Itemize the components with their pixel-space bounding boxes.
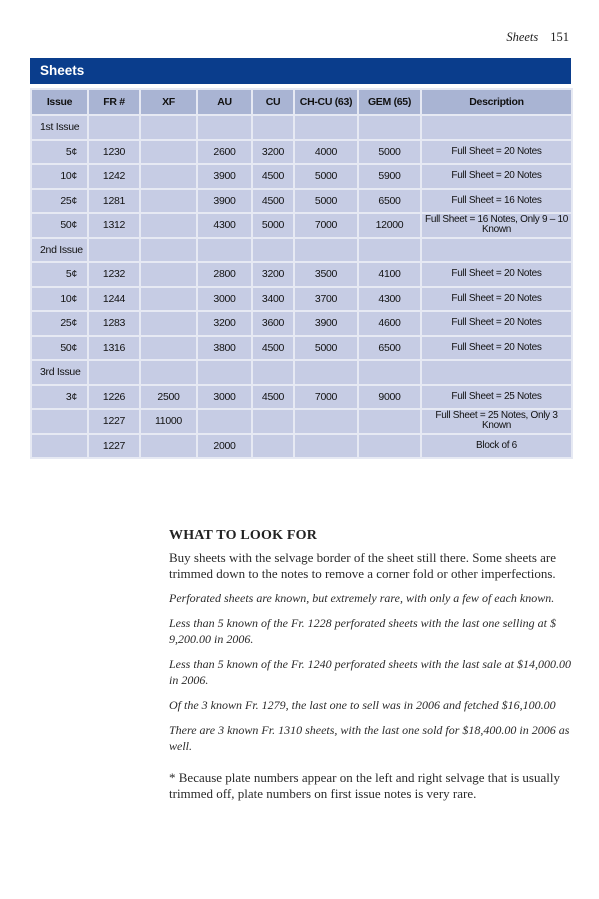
cell-au xyxy=(197,238,252,263)
cell-cu xyxy=(252,238,294,263)
cell-au xyxy=(197,115,252,140)
header-gem: GEM (65) xyxy=(358,89,421,115)
cell-gem: 12000 xyxy=(358,213,421,238)
cell-chcu xyxy=(294,115,358,140)
note-paragraph: Less than 5 known of the Fr. 1240 perforated sheets with the last sale at $14,000.00 in 2006. xyxy=(169,657,571,687)
cell-cu xyxy=(252,360,294,385)
cell-cu: 3200 xyxy=(252,262,294,287)
cell-cu: 4500 xyxy=(252,164,294,189)
running-head xyxy=(506,30,569,45)
cell-description: Full Sheet = 16 Notes xyxy=(421,189,572,214)
cell-au: 3900 xyxy=(197,189,252,214)
page-number: 151 xyxy=(550,30,569,44)
cell-cu: 3200 xyxy=(252,140,294,165)
cell-fr: 1312 xyxy=(88,213,140,238)
table-row xyxy=(31,140,572,165)
cell-chcu: 3900 xyxy=(294,311,358,336)
footnote: * Because plate numbers appear on the left and right selvage that is usually trimmed off, plate numbers on first issue notes is very rare. xyxy=(169,770,560,801)
cell-xf xyxy=(140,336,197,361)
cell-xf xyxy=(140,115,197,140)
table-row xyxy=(31,434,572,459)
cell-fr xyxy=(88,238,140,263)
cell-chcu: 5000 xyxy=(294,164,358,189)
note-paragraph: Perforated sheets are known, but extremely rare, with only a few of each known. xyxy=(169,591,555,605)
cell-fr: 1316 xyxy=(88,336,140,361)
cell-xf xyxy=(140,311,197,336)
cell-chcu xyxy=(294,238,358,263)
cell-cu: 3600 xyxy=(252,311,294,336)
cell-cu xyxy=(252,434,294,459)
cell-gem: 5900 xyxy=(358,164,421,189)
cell-description: Full Sheet = 25 Notes, Only 3 Known xyxy=(421,409,572,434)
cell-description: Full Sheet = 20 Notes xyxy=(421,164,572,189)
cell-fr xyxy=(88,115,140,140)
cell-au: 3900 xyxy=(197,164,252,189)
header-au: AU xyxy=(197,89,252,115)
cell-gem: 4600 xyxy=(358,311,421,336)
table-row xyxy=(31,164,572,189)
running-head-title: Sheets xyxy=(506,30,539,44)
cell-issue: 25¢ xyxy=(31,311,88,336)
cell-issue: 3rd Issue xyxy=(31,360,88,385)
cell-issue xyxy=(31,409,88,434)
header-chcu: CH-CU (63) xyxy=(294,89,358,115)
cell-fr: 1227 xyxy=(88,409,140,434)
cell-issue: 1st Issue xyxy=(31,115,88,140)
cell-description xyxy=(421,360,572,385)
cell-au xyxy=(197,360,252,385)
cell-xf xyxy=(140,262,197,287)
cell-xf xyxy=(140,434,197,459)
cell-description xyxy=(421,238,572,263)
cell-gem: 4100 xyxy=(358,262,421,287)
cell-chcu: 7000 xyxy=(294,213,358,238)
table-row xyxy=(31,409,572,434)
cell-description: Full Sheet = 20 Notes xyxy=(421,287,572,312)
sheets-price-table xyxy=(30,88,573,459)
cell-xf xyxy=(140,213,197,238)
cell-description xyxy=(421,115,572,140)
cell-gem xyxy=(358,360,421,385)
note-paragraph: Less than 5 known of the Fr. 1228 perforated sheets with the last one selling at $ 9,200.00 in 2006. xyxy=(169,616,556,646)
cell-chcu: 3700 xyxy=(294,287,358,312)
table-row xyxy=(31,262,572,287)
table-title-banner: Sheets xyxy=(30,58,571,84)
cell-au xyxy=(197,409,252,434)
cell-chcu xyxy=(294,360,358,385)
cell-xf xyxy=(140,238,197,263)
section-row xyxy=(31,238,572,263)
cell-cu xyxy=(252,115,294,140)
table-row xyxy=(31,385,572,410)
cell-xf xyxy=(140,287,197,312)
table-row xyxy=(31,189,572,214)
cell-au: 3000 xyxy=(197,287,252,312)
cell-cu: 3400 xyxy=(252,287,294,312)
cell-fr: 1283 xyxy=(88,311,140,336)
cell-cu: 4500 xyxy=(252,336,294,361)
cell-au: 2800 xyxy=(197,262,252,287)
intro-paragraph: Buy sheets with the selvage border of the sheet still there. Some sheets are trimmed down to the notes to remove a corner fold or other imperfections. xyxy=(169,550,557,581)
cell-issue: 50¢ xyxy=(31,336,88,361)
cell-xf: 2500 xyxy=(140,385,197,410)
table-row xyxy=(31,336,572,361)
header-cu: CU xyxy=(252,89,294,115)
cell-issue: 10¢ xyxy=(31,164,88,189)
cell-fr xyxy=(88,360,140,385)
cell-au: 2000 xyxy=(197,434,252,459)
cell-gem: 9000 xyxy=(358,385,421,410)
cell-fr: 1281 xyxy=(88,189,140,214)
section-row xyxy=(31,360,572,385)
table-header-row xyxy=(31,89,572,115)
cell-xf: 11000 xyxy=(140,409,197,434)
cell-au: 3800 xyxy=(197,336,252,361)
cell-issue: 25¢ xyxy=(31,189,88,214)
cell-xf xyxy=(140,140,197,165)
section-heading: WHAT TO LOOK FOR xyxy=(169,528,318,543)
cell-chcu xyxy=(294,434,358,459)
note-paragraph: There are 3 known Fr. 1310 sheets, with the last one sold for $18,400.00 in 2006 as well. xyxy=(169,723,570,753)
cell-description: Full Sheet = 20 Notes xyxy=(421,311,572,336)
cell-au: 3200 xyxy=(197,311,252,336)
cell-cu: 5000 xyxy=(252,213,294,238)
header-xf: XF xyxy=(140,89,197,115)
cell-xf xyxy=(140,164,197,189)
cell-cu xyxy=(252,409,294,434)
table-row xyxy=(31,311,572,336)
cell-cu: 4500 xyxy=(252,189,294,214)
cell-description: Full Sheet = 16 Notes, Only 9 – 10 Known xyxy=(421,213,572,238)
cell-description: Full Sheet = 20 Notes xyxy=(421,262,572,287)
header-description: Description xyxy=(421,89,572,115)
cell-fr: 1226 xyxy=(88,385,140,410)
cell-xf xyxy=(140,360,197,385)
cell-description: Full Sheet = 20 Notes xyxy=(421,140,572,165)
cell-chcu: 3500 xyxy=(294,262,358,287)
note-paragraph: Of the 3 known Fr. 1279, the last one to sell was in 2006 and fetched $16,100.00 xyxy=(169,698,556,712)
cell-fr: 1242 xyxy=(88,164,140,189)
cell-gem xyxy=(358,409,421,434)
cell-gem: 5000 xyxy=(358,140,421,165)
cell-chcu xyxy=(294,409,358,434)
cell-description: Full Sheet = 20 Notes xyxy=(421,336,572,361)
cell-issue: 5¢ xyxy=(31,140,88,165)
cell-gem xyxy=(358,238,421,263)
cell-chcu: 4000 xyxy=(294,140,358,165)
cell-fr: 1244 xyxy=(88,287,140,312)
cell-issue: 5¢ xyxy=(31,262,88,287)
header-issue: Issue xyxy=(31,89,88,115)
header-fr: FR # xyxy=(88,89,140,115)
table-body xyxy=(31,115,572,458)
article xyxy=(169,528,571,810)
cell-chcu: 5000 xyxy=(294,189,358,214)
cell-issue: 2nd Issue xyxy=(31,238,88,263)
cell-issue: 50¢ xyxy=(31,213,88,238)
cell-issue: 3¢ xyxy=(31,385,88,410)
cell-gem: 6500 xyxy=(358,189,421,214)
cell-fr: 1232 xyxy=(88,262,140,287)
cell-au: 3000 xyxy=(197,385,252,410)
cell-issue: 10¢ xyxy=(31,287,88,312)
cell-description: Full Sheet = 25 Notes xyxy=(421,385,572,410)
table-row xyxy=(31,213,572,238)
cell-xf xyxy=(140,189,197,214)
cell-description: Block of 6 xyxy=(421,434,572,459)
cell-gem: 6500 xyxy=(358,336,421,361)
cell-au: 2600 xyxy=(197,140,252,165)
cell-gem xyxy=(358,115,421,140)
cell-fr: 1230 xyxy=(88,140,140,165)
cell-gem: 4300 xyxy=(358,287,421,312)
section-row xyxy=(31,115,572,140)
table-row xyxy=(31,287,572,312)
cell-gem xyxy=(358,434,421,459)
cell-chcu: 5000 xyxy=(294,336,358,361)
cell-issue xyxy=(31,434,88,459)
cell-fr: 1227 xyxy=(88,434,140,459)
cell-cu: 4500 xyxy=(252,385,294,410)
cell-chcu: 7000 xyxy=(294,385,358,410)
cell-au: 4300 xyxy=(197,213,252,238)
